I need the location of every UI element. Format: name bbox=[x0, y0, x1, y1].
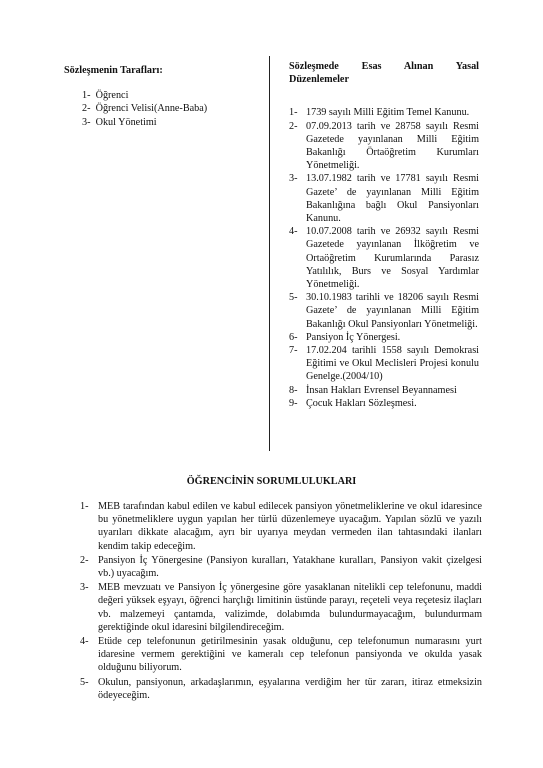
responsibility-item bbox=[80, 635, 482, 675]
legal-basis-item bbox=[289, 172, 479, 225]
legal-basis-item bbox=[289, 344, 479, 384]
legal-basis-section bbox=[289, 60, 479, 410]
responsibility-item bbox=[80, 554, 482, 580]
responsibility-item bbox=[80, 581, 482, 634]
student-responsibilities-heading: ÖĞRENCİNİN SORUMLULUKLARI bbox=[186, 476, 357, 487]
legal-basis-heading: Sözleşmede Esas Alınan Yasal Düzenlemeler bbox=[289, 61, 479, 86]
list-item-text: MEB mevzuatı ve Pansiyon İç yönergesine göre yasaklanan nitelikli cep telefonunu, maddi değeri yüksek eşyayı, öğrenci harçlığı limitinin üstünde parayı, reçeteli veya reçetesiz ilaçları vb. malzemeyi çantamda, valizimde, dolabımda bulundurmayacağım, bulundurmam gerektiğinde okul idaresini bilgilendireceğim. bbox=[98, 582, 482, 633]
legal-basis-item bbox=[289, 225, 479, 291]
list-item-number: 1- bbox=[80, 501, 89, 512]
list-item-number: 9- bbox=[289, 397, 298, 409]
list-item-number: 2- bbox=[80, 554, 89, 566]
column-divider bbox=[269, 56, 270, 451]
list-item-number: 5- bbox=[80, 676, 89, 688]
list-item-text: Etüde cep telefonunun getirilmesinin yasak olduğunu, cep telefonumun numarasını yurt idaresine vermem gerektiğini ve kameralı cep telefonun pansiyonda ve okulda yasak olduğunu biliyorum. bbox=[98, 636, 482, 674]
legal-basis-item bbox=[289, 106, 479, 119]
list-item-number: 7- bbox=[289, 345, 298, 357]
list-item-number: 5- bbox=[289, 292, 298, 304]
list-item-text: Pansiyon İç Yönergesi. bbox=[306, 331, 401, 343]
legal-basis-item bbox=[289, 384, 479, 397]
list-item-number: 3- bbox=[80, 582, 89, 594]
list-item-text: 17.02.204 tarihli 1558 sayılı Demokrasi Eğitimi ve Okul Meclisleri Projesi konulu Genelge.(2004/10) bbox=[306, 345, 479, 383]
list-item-text: İnsan Hakları Evrensel Beyannamesi bbox=[306, 384, 457, 396]
list-item-text: 30.10.1983 tarihli ve 18206 sayılı Resmi Gazete’ de yayınlanan Milli Eğitim Bakanlığı Okul Pansiyonları Yönetmeliği. bbox=[306, 292, 479, 330]
list-item-number: 8- bbox=[289, 384, 298, 396]
list-item-text: 07.09.2013 tarih ve 28758 sayılı Resmi Gazetede yayınlanan Milli Eğitim Bakanlığı Örtaöğretim Kurumları Yönetmeliği. bbox=[306, 120, 479, 172]
legal-basis-item bbox=[289, 397, 479, 410]
list-item-number: 2- bbox=[289, 120, 298, 132]
list-item-number: 3- bbox=[289, 173, 298, 185]
list-item-text: Okul Yönetimi bbox=[95, 116, 157, 128]
list-item-number: 2- bbox=[82, 103, 91, 115]
list-item-text: MEB tarafından kabul edilen ve kabul edilecek pansiyon yönetmeliklerine ve okul idaresince bu yönetmeliklere uygun yapılan her türlü düzenlemeye uyacağım. Yapılan sözlü ve yazılı uyarıları dikkate alacağım, ayrı bir uyarıya meydan vermeden ilan tahtasındaki ilanları kendim takip edeceğim. bbox=[98, 501, 482, 552]
list-item-text: Pansiyon İç Yönergesine (Pansiyon kuralları, Yatakhane kuralları, Pansiyon vakit çizelgesi vb.) uyacağım. bbox=[98, 554, 482, 580]
list-item-number: 1- bbox=[82, 90, 91, 102]
list-item-text: Çocuk Hakları Sözleşmesi. bbox=[306, 397, 417, 409]
list-item-text: 1739 sayılı Milli Eğitim Temel Kanunu. bbox=[306, 107, 470, 119]
party-item bbox=[82, 102, 264, 115]
student-responsibilities-list bbox=[80, 500, 482, 702]
party-item bbox=[82, 89, 264, 102]
student-responsibilities-section bbox=[80, 500, 482, 703]
list-item-number: 1- bbox=[289, 107, 298, 119]
contract-parties-heading: Sözleşmenin Tarafları: bbox=[64, 65, 163, 76]
legal-basis-item bbox=[289, 291, 479, 331]
party-item bbox=[82, 116, 264, 129]
list-item-text: Öğrenci Velisi(Anne-Baba) bbox=[95, 103, 208, 115]
legal-basis-list bbox=[289, 106, 479, 410]
contract-parties-section bbox=[64, 64, 264, 129]
responsibility-item bbox=[80, 500, 482, 553]
list-item-number: 6- bbox=[289, 331, 298, 343]
responsibility-item bbox=[80, 676, 482, 702]
list-item-text: 10.07.2008 tarih ve 26932 sayılı Resmi Gazetede yayınlanan İlköğretim ve Ortaöğretim Kurumlarında Parasız Yatılılık, Burs ve Sosyal Yardımlar Yönetmeliği. bbox=[306, 226, 479, 291]
list-item-text: 13.07.1982 tarih ve 17781 sayılı Resmi Gazete’ de yayınlanan Milli Eğitim Bakanlığına bağlı Okul Pansiyonları Kanunu. bbox=[306, 173, 479, 225]
list-item-text: Öğrenci bbox=[95, 90, 129, 102]
list-item-text: Okulun, pansiyonun, arkadaşlarımın, eşyalarına verdiğim her tür zararı, itiraz etmeksizin ödeyeceğim. bbox=[98, 676, 482, 701]
legal-basis-item bbox=[289, 120, 479, 173]
legal-basis-item bbox=[289, 331, 479, 344]
list-item-number: 4- bbox=[289, 226, 298, 238]
list-item-number: 4- bbox=[80, 636, 89, 648]
contract-parties-list bbox=[64, 89, 264, 129]
list-item-number: 3- bbox=[82, 116, 91, 128]
